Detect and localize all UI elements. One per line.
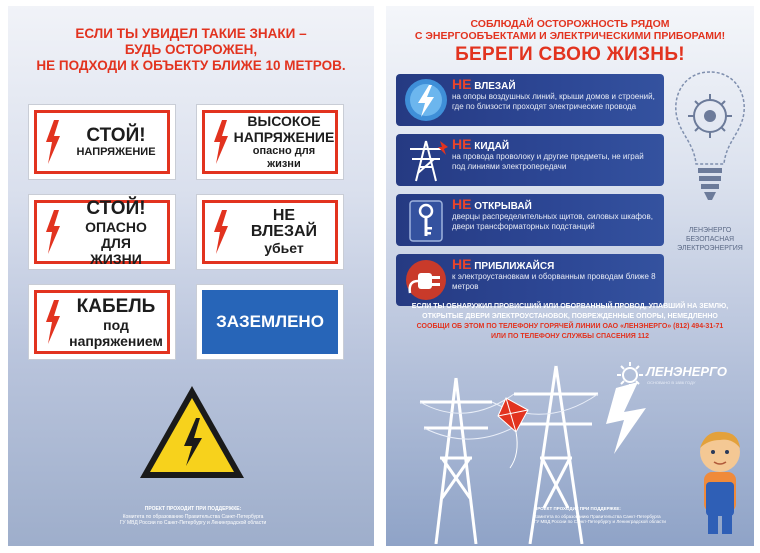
sun-logo-icon [616,361,644,389]
sign-line: НЕ ВЛЕЗАЙ [250,207,318,240]
right-head-line: СОБЛЮДАЙ ОСТОРОЖНОСТЬ РЯДОМ [470,18,670,30]
right-footer [534,506,684,525]
rule-do-not-throw [396,134,664,186]
notice-line: ЕСЛИ ТЫ ОБНАРУЖИЛ ПРОВИСШИЙ ИЛИ ОБОРВАННЫЙ ПРОВОД, УПАВШИЙ НА ЗЕМЛЮ, [411,303,729,310]
footer-heading: ПРОЕКТ ПРОХОДИТ ПРИ ПОДДЕРЖКЕ: [144,506,242,512]
left-title-line: БУДЬ ОСТОРОЖЕН, [124,42,258,57]
footer-line: Комитета по образованию Правительства Санкт-Петербурга [122,514,264,520]
sign-grounded [196,284,344,360]
rule-ne: НЕ [452,256,472,272]
footer-heading: ПРОЕКТ ПРОХОДИТ ПРИ ПОДДЕРЖКЕ: [534,506,621,511]
sign-stop-danger [28,194,176,270]
rule-verb: ВЛЕЗАЙ [474,81,516,92]
rule-verb: ПРИБЛИЖАЙСЯ [474,261,555,272]
lightning-bolt-icon [400,77,452,123]
brand-caption-line: ЭЛЕКТРОЭНЕРГИЯ [677,245,743,252]
left-page-title [8,26,374,74]
left-page [8,6,374,546]
sign-do-not-climb [196,194,344,270]
sign-line: ВЫСОКОЕ [247,113,321,129]
brand-caption-line: БЕЗОПАСНАЯ [685,236,735,243]
rule-text: на опоры воздушных линий, крыши домов и строений, где по близости проходят электрические провода [452,92,655,111]
rule-do-not-climb [396,74,664,126]
sign-line: СТОЙ! [86,125,146,146]
logo-name: ЛЕНЭНЕРГО [646,364,727,379]
sign-stop-voltage [28,104,176,180]
plug-icon [400,257,452,303]
sign-line: напряжением [69,332,163,349]
lightbulb-icon [668,66,752,224]
brand-caption-line: ЛЕНЭНЕРГО [688,227,732,234]
brand-lightbulb [668,66,752,276]
sign-line: жизни [267,158,301,170]
footer-line: Комитета по образованию Правительства Санкт-Петербурга [534,513,661,519]
notice-line: СООБЩИ ОБ ЭТОМ ПО ТЕЛЕФОНУ ГОРЯЧЕЙ ЛИНИИ ОАО «ЛЕНЭНЕРГО» (812) 494-31-71 [416,323,724,330]
logo-subtitle: ОСНОВАНО В 1886 ГОДУ [647,380,696,385]
left-footer [68,506,318,526]
red-bolt-icon [211,120,231,164]
rule-text: к электроустановкам и оборванным проводам ближе 8 метров [452,272,656,291]
brand-caption [668,226,752,253]
sign-line: НАПРЯЖЕНИЕ [233,129,335,145]
high-voltage-warning-triangle-icon [136,382,248,482]
sign-grounded-label: ЗАЗЕМЛЕНО [202,290,338,354]
key-icon [400,197,452,243]
emergency-notice [392,302,748,342]
rule-ne: НЕ [452,76,472,92]
red-bolt-icon [43,300,63,344]
sign-high-voltage [196,104,344,180]
red-bolt-icon [43,120,63,164]
right-head-line: С ЭНЕРГООБЪЕКТАМИ И ЭЛЕКТРИЧЕСКИМИ ПРИБОРАМИ! [414,30,726,42]
sign-cable-under-voltage [28,284,176,360]
rule-ne: НЕ [452,196,472,212]
rule-do-not-approach [396,254,664,306]
left-title-line: НЕ ПОДХОДИ К ОБЪЕКТУ БЛИЖЕ 10 МЕТРОВ. [36,58,346,73]
sign-line: НАПРЯЖЕНИЕ [76,146,156,158]
notice-line: ОТКРЫТЫЕ ДВЕРИ ЭЛЕКТРОУСТАНОВОК, ПОВРЕЖДЕННЫЕ ОПОРЫ, НЕМЕДЛЕННО [422,313,718,320]
sign-line: опасно для [252,145,316,157]
sign-line: убьет [264,240,304,256]
red-bolt-icon [211,210,231,254]
right-head-slogan: БЕРЕГИ СВОЮ ЖИЗНЬ! [455,44,685,65]
rule-verb: КИДАЙ [474,141,510,152]
sign-line: ЖИЗНИ [90,250,142,267]
child-character-illustration [692,428,748,538]
power-tower-icon [400,137,452,183]
sign-line: СТОЙ! [86,197,146,219]
rule-text: на провода проволоку и другие предметы, не играй под линиями электропередачи [452,152,644,171]
rule-ne: НЕ [452,136,472,152]
footer-line: ГУ МВД России по Санкт-Петербургу и Ленинградской области [119,520,267,526]
footer-line: ГУ МВД России по Санкт-Петербургу и Ленинградской области [534,519,666,524]
lenenergo-logo [616,358,734,392]
sign-line: КАБЕЛЬ [76,295,156,317]
right-page-title [386,18,754,66]
rule-verb: ОТКРЫВАЙ [474,201,532,212]
right-page [386,6,754,546]
rule-do-not-open [396,194,664,246]
notice-line: ИЛИ ПО ТЕЛЕФОНУ СЛУЖБЫ СПАСЕНИЯ 112 [491,333,649,340]
left-title-line: ЕСЛИ ТЫ УВИДЕЛ ТАКИЕ ЗНАКИ – [75,26,307,41]
red-bolt-icon [43,210,63,254]
rule-text: дверцы распределительных щитов, силовых шкафов, двери трансформаторных подстанций [452,212,653,231]
sign-line: под [103,316,129,333]
sign-line: ОПАСНО ДЛЯ [85,218,147,251]
